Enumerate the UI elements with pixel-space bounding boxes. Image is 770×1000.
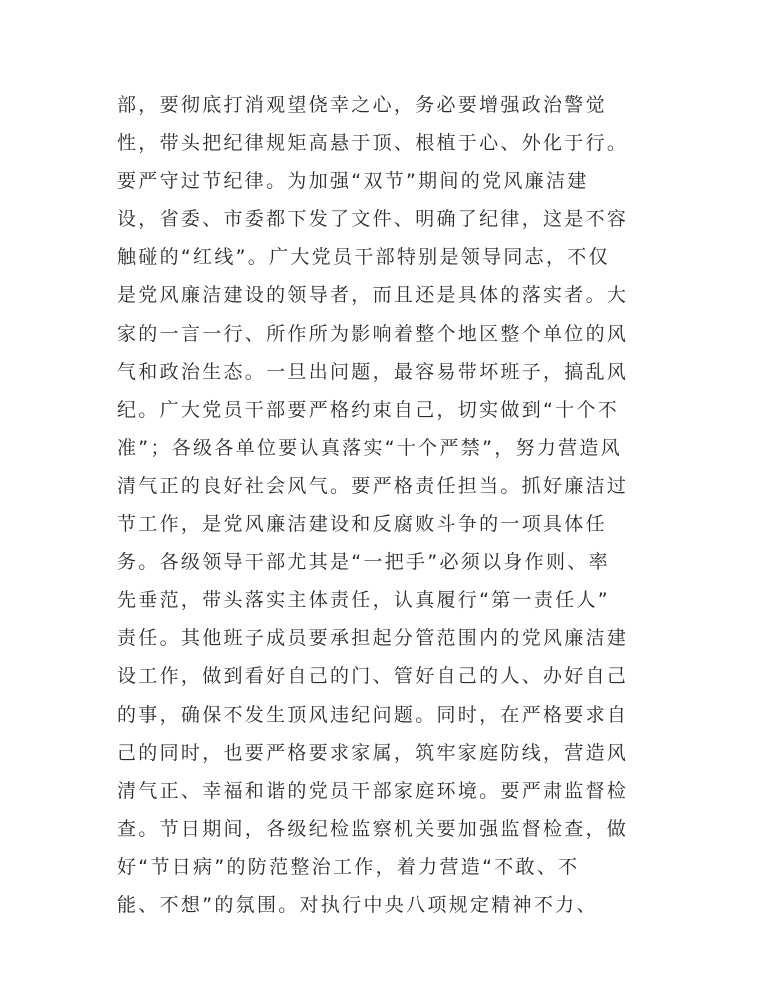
text-line: 查。节日期间，各级纪检监察机关要加强监督检查，做 bbox=[117, 817, 629, 840]
text-line: 准”；各级各单位要认真落实“十个严禁”，努力营造风 bbox=[117, 436, 623, 459]
text-line: 设工作，做到看好自己的门、管好自己的人、办好自己 bbox=[117, 665, 629, 688]
text-line: 要严守过节纪律。为加强“双节”期间的党风廉洁建 bbox=[117, 170, 589, 193]
text-line: 清气正、幸福和谐的党员干部家庭环境。要严肃监督检 bbox=[117, 779, 629, 802]
text-line: 气和政治生态。一旦出问题，最容易带坏班子，搞乱风 bbox=[117, 360, 629, 383]
text-line: 家的一言一行、所作所为影响着整个地区整个单位的风 bbox=[117, 322, 629, 345]
text-line: 责任。其他班子成员要承担起分管范围内的党风廉洁建 bbox=[117, 627, 629, 650]
text-line: 部，要彻底打消观望侥幸之心，务必要增强政治警觉 bbox=[117, 94, 607, 116]
body-text bbox=[117, 86, 657, 924]
text-line: 的事，确保不发生顶风违纪问题。同时，在严格要求自 bbox=[117, 703, 629, 726]
text-line: 是党风廉洁建设的领导者，而且还是具体的落实者。大 bbox=[117, 284, 629, 307]
text-line: 纪。广大党员干部要严格约束自己，切实做到“十个不 bbox=[117, 398, 620, 421]
text-line: 先垂范，带头落实主体责任，认真履行“第一责任人” bbox=[117, 589, 610, 612]
text-line: 清气正的良好社会风气。要严格责任担当。抓好廉洁过 bbox=[117, 474, 629, 497]
text-line: 设，省委、市委都下发了文件、明确了纪律，这是不容 bbox=[117, 208, 629, 231]
text-line: 务。各级领导干部尤其是“一把手”必须以身作则、率 bbox=[117, 551, 610, 574]
text-line: 性，带头把纪律规矩高悬于顶、根植于心、外化于行。 bbox=[117, 132, 629, 155]
text-line: 己的同时，也要严格要求家属，筑牢家庭防线，营造风 bbox=[117, 741, 629, 764]
text-line: 能、不想”的氛围。对执行中央八项规定精神不力、 bbox=[117, 893, 598, 916]
text-line: 节工作，是党风廉洁建设和反腐败斗争的一项具体任 bbox=[117, 513, 607, 536]
text-line: 触碰的“红线”。广大党员干部特别是领导同志，不仅 bbox=[117, 246, 610, 269]
text-line: 好“节日病”的防范整治工作，着力营造“不敢、不 bbox=[117, 855, 580, 878]
